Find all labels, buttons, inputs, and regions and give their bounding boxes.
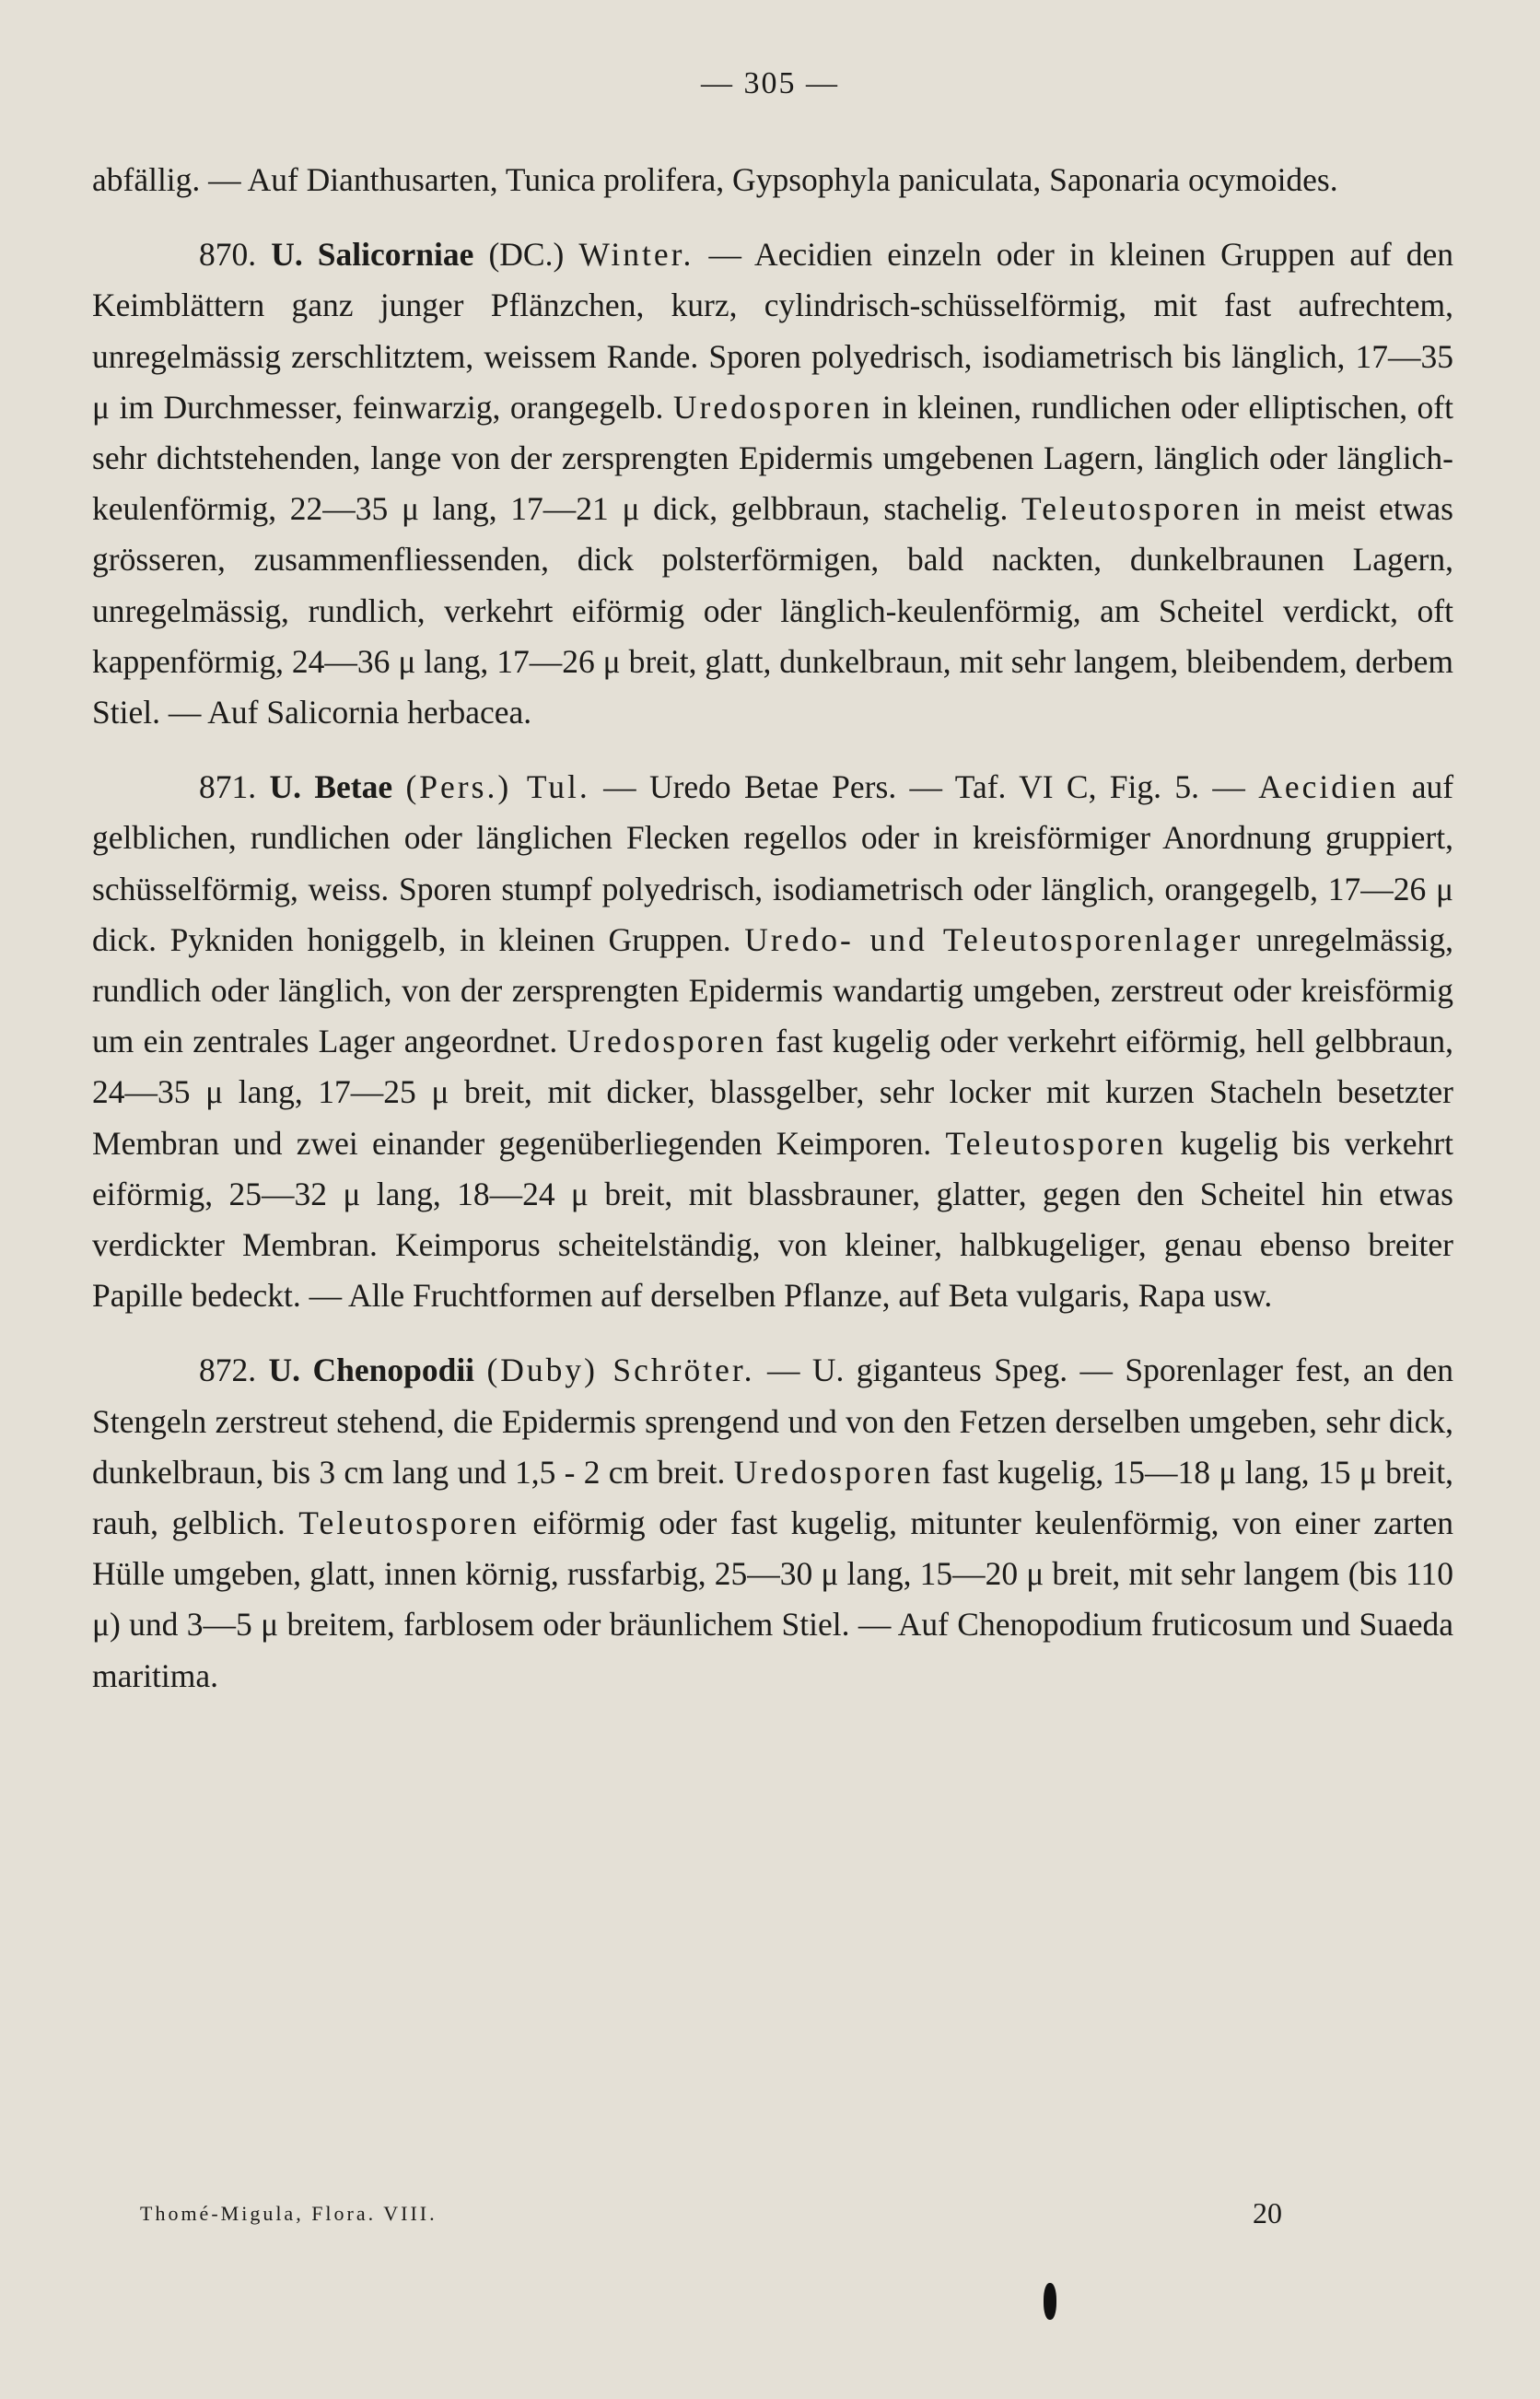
ink-blot <box>1044 2283 1056 2320</box>
intro-paragraph: abfällig. — Auf Dianthusarten, Tunica prolifera, Gypsophyla paniculata, Saponaria ocymoides. <box>92 161 1338 198</box>
authority: (DC.) <box>488 236 565 274</box>
body-text <box>92 155 1453 1726</box>
entry-871 <box>92 762 1453 1321</box>
description-text: fast kugelig oder verkehrt eiförmig, hell gelbbraun, 24—35 μ lang, 17—25 μ breit, mit dicker, blassgelber, sehr locker mit kurzen Stacheln besetzter Membran und zwei einander gegenüberliegenden Keimporen. <box>92 1023 1453 1162</box>
page-number: — 305 — <box>701 66 839 100</box>
entry-number: 872. <box>199 1352 257 1389</box>
entry-number: 870. <box>199 236 257 274</box>
genus-abbrev: U. <box>271 236 303 274</box>
description-text: unregelmässig, rundlich oder länglich, von der zersprengten Epidermis wandartig umgeben, zerstreut oder kreisförmig um ein zentrales Lager angeordnet. <box>92 920 1453 1060</box>
spore-term: Uredosporen <box>733 1453 934 1491</box>
description-text: in kleinen, rundlichen oder elliptischen, oft sehr dichtstehenden, lange von der zersprengten Epidermis umgebenen Lagern, länglich oder länglich-keulenförmig, 22—35 μ lang, 17—21 μ dick, gelbbraun, stachelig. <box>92 388 1453 528</box>
entry-870 <box>92 229 1453 738</box>
spore-term: Teleutosporen <box>298 1504 519 1542</box>
description-text: — U. giganteus Speg. — Sporenlager fest, an den Stengeln zerstreut stehend, die Epidermis sprengend und von den Fetzen derselben umgeben, sehr dick, dunkelbraun, bis 3 cm lang und 1,5 - 2 cm breit. <box>92 1352 1454 1491</box>
authority: (Duby) Schröter. <box>486 1352 755 1389</box>
genus-abbrev: U. <box>269 768 301 806</box>
spore-term: Aecidien <box>1258 768 1399 806</box>
spore-term: Uredosporen <box>672 388 873 426</box>
author-name: Winter. <box>578 236 694 274</box>
authority: (Pers.) Tul. <box>405 768 590 806</box>
species-name: Salicorniae <box>317 236 474 274</box>
description-text: — Uredo Betae Pers. — Taf. VI C, Fig. 5. — <box>589 768 1259 806</box>
spore-term: Uredosporen <box>566 1023 766 1060</box>
signature-mark: 20 <box>1253 2196 1282 2229</box>
entry-872 <box>92 1345 1453 1701</box>
description-text: auf gelblichen, rundlichen oder länglichen Flecken regellos oder in kreisförmiger Anordnung gruppiert, schüsselförmig, weiss. Sporen stumpf polyedrisch, isodiametrisch oder länglich, orangegelb, 17—26 μ dick. Pykniden honiggelb, in kleinen Gruppen. <box>92 768 1454 958</box>
spore-term: Teleutosporen <box>945 1124 1167 1162</box>
description-text: eiförmig oder fast kugelig, mitunter keulenförmig, von einer zarten Hülle umgeben, glatt, innen körnig, russfarbig, 25—30 μ lang, 15—20 μ breit, mit sehr langem (bis 110 μ) und 3—5 μ breitem, farblosem oder bräunlichem Stiel. — Auf Chenopodium fruticosum und Suaeda maritima. <box>92 1504 1453 1694</box>
footer-source: Thomé-Migula, Flora. VIII. <box>140 2202 438 2225</box>
spore-term: Teleutosporen <box>1021 490 1242 528</box>
spore-term: Uredo- und Teleutosporenlager <box>744 920 1243 958</box>
description-text: — Aecidien einzeln oder in kleinen Gruppen auf den Keimblättern ganz junger Pflänzchen, kurz, cylindrisch-schüsselförmig, mit fast aufrechtem, unregelmässig zerschlitztem, weissem Rande. Sporen polyedrisch, isodiametrisch bis länglich, 17—35 μ im Durchmesser, feinwarzig, orangegelb. <box>92 236 1454 426</box>
description-text: kugelig bis verkehrt eiförmig, 25—32 μ lang, 18—24 μ breit, mit blassbrauner, glatter, gegen den Scheitel hin etwas verdickter Membran. Keimporus scheitelständig, von kleiner, halbkugeliger, genau ebenso breiter Papille bedeckt. — Alle Fruchtformen auf derselben Pflanze, auf Beta vulgaris, Rapa usw. <box>92 1124 1453 1315</box>
description-text: fast kugelig, 15—18 μ lang, 15 μ breit, rauh, gelblich. <box>92 1453 1453 1542</box>
genus-abbrev: U. <box>268 1352 301 1389</box>
species-name: Betae <box>314 768 393 806</box>
species-name: Chenopodii <box>312 1352 475 1389</box>
description-text: in meist etwas grösseren, zusammenfliessenden, dick polsterförmigen, bald nackten, dunkelbraunen Lagern, unregelmässig, rundlich, verkehrt eiförmig oder länglich-keulenförmig, am Scheitel verdickt, oft kappenförmig, 24—36 μ lang, 17—26 μ breit, glatt, dunkelbraun, mit sehr langem, bleibendem, derbem Stiel. — Auf Salicornia herbacea. <box>92 490 1453 731</box>
entry-number: 871. <box>199 768 257 806</box>
